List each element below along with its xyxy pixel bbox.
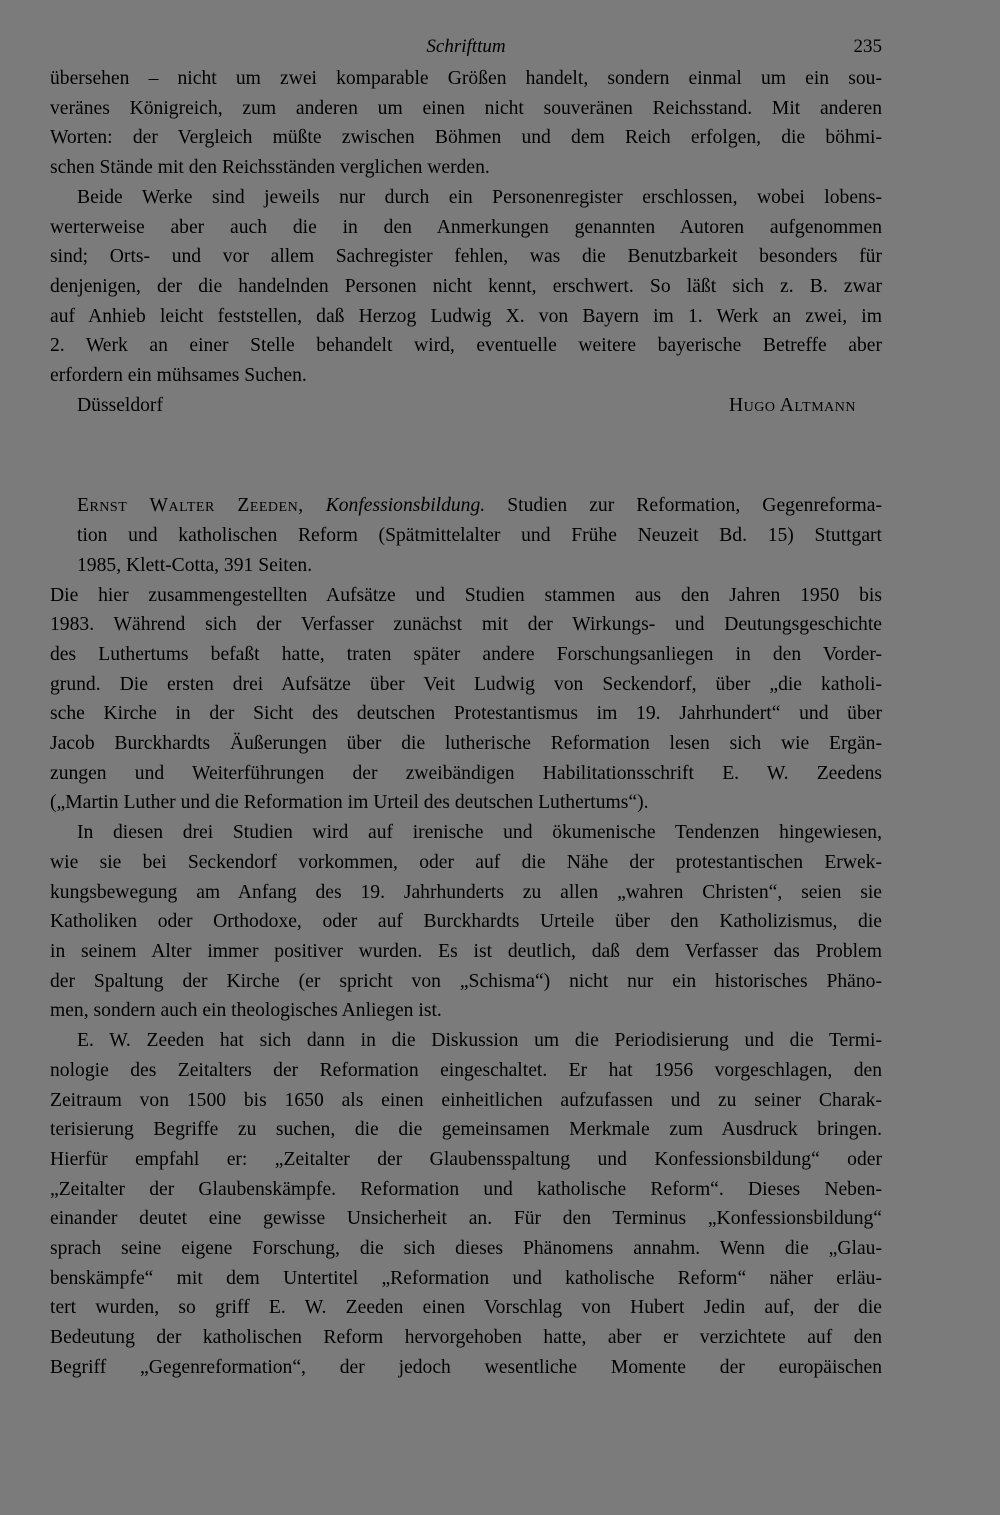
text-line: tert wurden, so griff E. W. Zeeden einen Vorschlag von Hubert Jedin auf, der die [50,1297,882,1319]
text-line: terisierung Begriffe zu suchen, die die gemeinsamen Merkmale zum Ausdruck bringen. [50,1119,882,1141]
text-line: des Luthertums befaßt hatte, traten später andere Forschungsanliegen in den Vorder- [50,643,882,665]
text-line: Worten: der Vergleich müßte zwischen Böhmen und dem Reich erfolgen, die böhmi- [50,127,882,149]
review1-paragraph-1 [50,64,882,183]
text-line: nologie des Zeitalters der Reformation eingeschaltet. Er hat 1956 vorgeschlagen, den [50,1059,882,1081]
text-line: Begriff „Gegenreformation“, der jedoch wesentliche Momente der europäischen [50,1356,882,1378]
biblio-text: Studien zur Reformation, Gegenreforma- [507,495,882,517]
text-line: der Spaltung der Kirche (er spricht von „Schisma“) nicht nur ein historisches Phäno- [50,970,882,992]
review1-signature [50,391,882,421]
text-line: einander deutet eine gewisse Unsicherheit an. Für den Terminus „Konfessionsbildung“ [50,1208,882,1230]
running-head [50,30,882,64]
text-line: Katholiken oder Orthodoxe, oder auf Burckhardts Urteile über den Katholizismus, die [50,911,882,933]
book-author: Ernst Walter Zeeden, [77,495,304,517]
text-line: grund. Die ersten drei Aufsätze über Veit Ludwig von Seckendorf, über „die katholi- [50,673,882,695]
review2-paragraph-3 [50,1026,882,1382]
review1-paragraph-2 [50,183,882,391]
text-line: men, sondern auch ein theologisches Anliegen ist. [50,1000,442,1022]
text-line: Hierfür empfahl er: „Zeitalter der Glaubensspaltung und Konfessionsbildung“ oder [50,1148,882,1170]
biblio-line [77,491,882,521]
review2-bibliographic-entry [50,491,882,580]
text-line: übersehen – nicht um zwei komparable Größen handelt, sondern einmal um ein sou- [50,68,882,89]
text-line: auf Anhieb leicht feststellen, daß Herzog Ludwig X. von Bayern im 1. Werk an zwei, im [50,305,882,327]
text-line: schen Stände mit den Reichsständen verglichen werden. [50,157,490,179]
text-line: 2. Werk an einer Stelle behandelt wird, eventuelle weitere bayerische Betreffe aber [50,335,882,357]
text-line: werterweise aber auch die in den Anmerkungen genannten Autoren aufgenommen [50,216,882,238]
text-line: sprach seine eigene Forschung, die sich dieses Phänomens annahm. Wenn die „Glau- [50,1238,882,1260]
text-line: Zeitraum von 1500 bis 1650 als einen einheitlichen aufzufassen und zu seiner Charak- [50,1089,882,1111]
biblio-line: 1985, Klett-Cotta, 391 Seiten. [77,554,313,576]
text-line: E. W. Zeeden hat sich dann in die Diskussion um die Periodisierung und die Termi- [77,1030,882,1052]
review2-paragraph-2 [50,818,882,1026]
text-line: „Zeitalter der Glaubenskämpfe. Reformation und katholische Reform“. Dieses Neben- [50,1178,882,1200]
text-line: sind; Orts- und vor allem Sachregister fehlen, was die Benutzbarkeit besonders für [50,246,882,268]
biblio-line: tion und katholischen Reform (Spätmittelalter und Frühe Neuzeit Bd. 15) Stuttgart [77,525,882,547]
running-title: Schrifttum [426,36,506,57]
book-title: Konfessionsbildung. [325,495,486,517]
reviewer-name: Hugo Altmann [728,394,856,416]
text-line: veränes Königreich, zum anderen um einen nicht souveränen Reichsstand. Mit anderen [50,97,882,119]
text-line: benskämpfe“ mit dem Untertitel „Reformation und katholische Reform“ näher erläu- [50,1267,882,1289]
text-line: kungsbewegung am Anfang des 19. Jahrhunderts zu allen „wahren Christen“, seien sie [50,881,882,903]
page-number: 235 [853,36,882,57]
text-line: In diesen drei Studien wird auf irenische und ökumenische Tendenzen hingewiesen, [77,822,882,844]
text-line: Die hier zusammengestellten Aufsätze und Studien stammen aus den Jahren 1950 bis [50,584,882,606]
text-line: erfordern ein mühsames Suchen. [50,365,307,387]
text-line: zungen und Weiterführungen der zweibändigen Habilitationsschrift E. W. Zeedens [50,762,882,784]
text-line: denjenigen, der die handelnden Personen nicht kennt, erschwert. So läßt sich z. B. zwar [50,275,882,297]
text-line: Jacob Burckhardts Äußerungen über die lutherische Reformation lesen sich wie Ergän- [50,733,882,755]
text-line: Bedeutung der katholischen Reform hervorgehoben hatte, aber er verzichtete auf den [50,1327,882,1349]
text-line: in seinem Alter immer positiver wurden. Es ist deutlich, daß dem Verfasser das Problem [50,940,882,962]
text-line: sche Kirche in der Sicht des deutschen Protestantismus im 19. Jahrhundert“ und über [50,703,882,725]
text-line: („Martin Luther und die Reformation im Urteil des deutschen Luthertums“). [50,792,649,814]
text-line: Beide Werke sind jeweils nur durch ein Personenregister erschlossen, wobei lobens- [77,186,882,208]
review2-paragraph-1 [50,581,882,819]
document-page [50,30,882,1383]
signature-place: Düsseldorf [77,394,163,416]
text-line: 1983. Während sich der Verfasser zunächst mit der Wirkungs- und Deutungsgeschichte [50,614,882,636]
section-gap [50,420,882,491]
text-line: wie sie bei Seckendorf vorkommen, oder auf die Nähe der protestantischen Erwek- [50,851,882,873]
